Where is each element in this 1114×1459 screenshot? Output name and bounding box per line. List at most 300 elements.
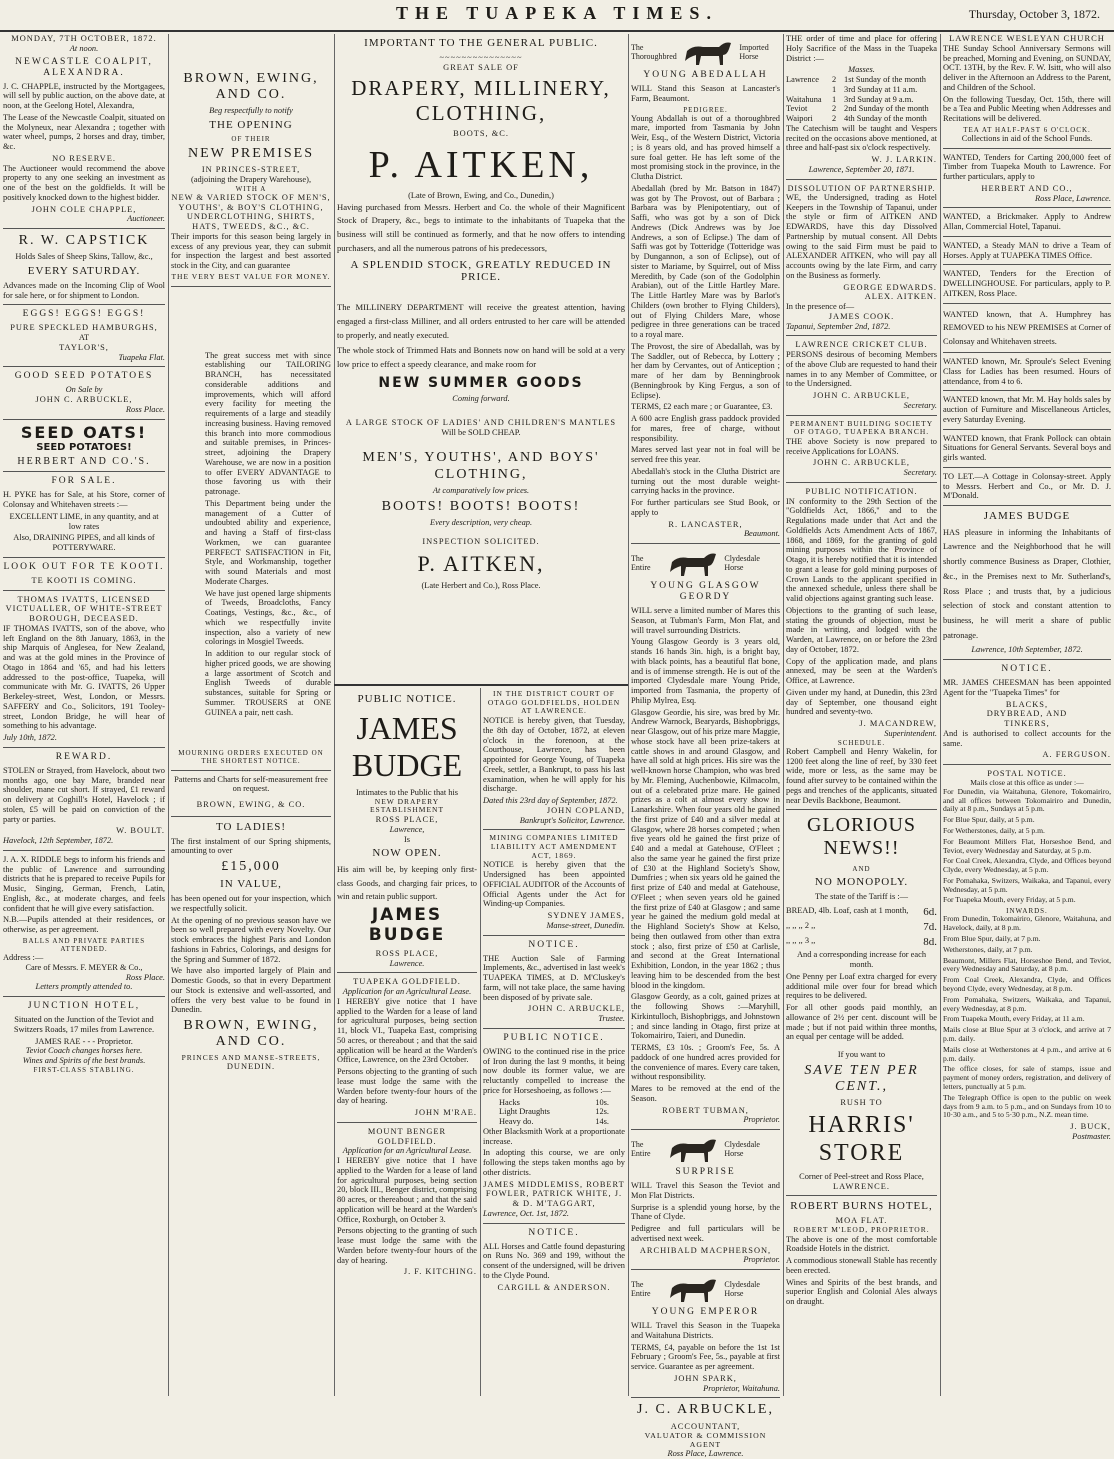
increase: And a corresponding increase for each month. [796,950,927,970]
seed-potatoes-sub: SEED POTATOES! [36,442,132,454]
save-ten-percent: SAVE TEN PER CENT., [804,1062,919,1095]
divider [943,303,1111,304]
mass-number: 2 [832,114,837,123]
column-6 [783,34,940,1396]
robert-mleod: ROBERT M'LEOD, PROPRIETOR. [793,1224,930,1234]
aitken-late-2: (Late Herbert and Co.), Ross Place. [421,580,541,590]
youths-clothing: YOUTHS', & BOY'S CLOTHING, [178,202,324,212]
mass-row [786,75,937,85]
collections: Collections in aid of the School Funds. [961,133,1093,143]
in-coal-creek: From Coal Creek, Alexandra, Clyde, and Offices beyond Clyde, every Wednesday, at 8 p.m. [943,975,1111,993]
horse3-right: Clydesdale Horse [724,1139,760,1159]
inspection-solicited: INSPECTION SOLICITED. [422,537,540,547]
mass-time: 3rd Sunday at 9 a.m. [844,94,914,104]
aitken-name: P. AITKEN, [368,143,594,186]
new-drapery: NEW DRAPERY ESTABLISHMENT [369,796,445,815]
mass-table [786,75,937,124]
divider [3,471,165,472]
bread-row [786,936,937,949]
masthead [0,0,1114,32]
wanted-sproule: WANTED known, Mr. Sproule's Select Evening Class for Ladies has been resumed. Hours of attendance, from 4 to 6. [943,357,1111,386]
colliery-heading: NEWCASTLE COALPIT, ALEXANDRA. [15,56,153,78]
beaumont: Beaumont. [743,529,780,539]
geordy-prizes: Glasgow Geordy, as a colt, gained prizes at the following Shows :—Maryhill, Kirkintulloch, Bishopbriggs, and Johnstown ; and since landing in Otago, first prize at Tokomairiro, Taieri, and Dunedin. [631,992,780,1041]
abdallah-further: For further particulars see Stud Book, or apply to [631,498,780,517]
surprise-description: Surprise is a splendid young horse, by the Thane of Clyde. [631,1202,780,1222]
blacks: BLACKS, [1005,699,1049,709]
teviot-coach: Teviot Coach changes horses here. [25,1046,143,1056]
underclothing: UNDERCLOTHING, SHIRTS, [186,212,316,222]
sold-cheap: Will be SOLD CHEAP. [441,427,521,437]
penny-extra: One Penny per Loaf extra charged for every additional mile over four for bread which requires to be delivered. [786,971,937,1001]
price-value: 14s. [595,1117,609,1127]
jc-arbuckle-heading: J. C. ARBUCKLE, [637,1402,774,1418]
budge-ross-place: ROSS PLACE, [375,815,439,825]
herbert-address: Ross Place, Lawrence. [1035,193,1111,203]
post-tuapeka-mouth: For Tuapeka Mouth, every Friday, at 5 p.m. [943,895,1076,905]
tuapeka-goldfield: TUAPEKA GOLDFIELD. [353,977,461,987]
divider [483,829,625,830]
aitken-advert [334,34,628,684]
no-monopoly: NO MONOPOLY. [814,875,909,888]
mass-row [786,95,937,105]
reward-notice: STOLEN or Strayed, from Havelock, about two months ago, one bay Mare, branded near shoulder, mane cut short. If strayed, £1 reward on delivery at Coghill's Hotel, Havelock ; if stolen, £5 will be paid on conviction of the party or parties. [3,765,165,824]
notice-heading-2: NOTICE. [528,1227,580,1238]
new-stock: NEW & VARIED STOCK OF MEN'S, [171,192,331,202]
lime: EXCELLENT LIME, in any quantity, and at low rates [9,511,159,531]
district-court: IN THE DISTRICT COURT OF OTAGO GOLDFIELDS, HOLDEN AT LAWRENCE. [487,689,621,716]
notification-2: Objections to the granting of such lease, stating the grounds of objection, must be made in writing, and lodged with the Warden, at Lawrence, on or before the 23rd day of October, 1872. [786,605,937,654]
collect-accounts: And is authorised to collect accounts for the same. [943,728,1111,748]
divider [171,770,331,771]
buck: J. BUCK, [1070,1122,1111,1132]
important-heading: IMPORTANT TO THE GENERAL PUBLIC. [364,37,598,49]
cricket-notice: PERSONS desirous of becoming Members of the above Club are requested to hand their names in to any Member of Committee, or to the Undersigned. [786,350,937,389]
notice-heading: NOTICE. [528,939,580,950]
chapple-notice: J. C. CHAPPLE, instructed by the Mortgagees, will sell by public auction, on the above date, at noon, at the Geelong Hotel, Alexandra, [3,81,165,111]
young-glasgow-geordy: YOUNG GLASGOW GEORDY [650,581,761,603]
the-opening: THE OPENING [209,119,293,132]
seed-potatoes-heading: GOOD SEED POTATOES [14,371,154,382]
spark-role: Proprietor, Waitahuna. [703,1383,780,1393]
low-prices: At comparatively low prices. [432,485,530,495]
capstick-advances: Advances made on the Incoming Clip of Wool for sale here, or for shipment to London. [3,280,165,300]
burns-description: The above is one of the most comfortable Roadside Hotels in the district. [786,1234,937,1254]
blank-space [337,404,625,418]
post-blue-spur: For Blue Spur, daily, at 5 p.m. [943,815,1035,825]
tubman-proprietor: Proprietor. [743,1115,780,1125]
mens-clothing: MEN'S, YOUTHS', AND BOYS' CLOTHING, [362,450,600,482]
mass-place: Waitahuna [786,94,822,104]
budge-date: Lawrence, 10th September, 1872. [971,645,1083,655]
macpherson: ARCHIBALD MACPHERSON, [639,1245,772,1255]
pedigree-3: The Provost, the sire of Abedallah, was by The Saddler, out of Rebecca, by Lottery ; her dam by Cervantes, out of Antiception ; mare of her dam by Benningbrook (Benningbrook by King Fergus, a son of Eclipse). [631,341,780,400]
kitching-signature: J. F. KITCHING. [403,1267,477,1277]
capstick-name: R. W. CAPSTICK [18,233,150,249]
hamburghs: PURE SPECKLED HAMBURGHS, [10,323,158,333]
cheesman-notice: MR. JAMES CHEESMAN has been appointed Agent for the "Tuapeka Times" for [943,678,1111,697]
drapery-heading: DRAPERY, MILLINERY, CLOTHING, [351,76,611,125]
column-5 [628,34,783,1459]
macandrew: J. MACANDREW, [859,719,937,729]
adjoining-warehouse: (adjoining the Drapery Warehouse), [190,175,312,185]
postmaster: Postmaster. [1072,1131,1111,1141]
cattle-notice: ALL Horses and Cattle found depasturing on Runs No. 369 and 199, without the consent of the undersigned, will be driven to the Clyde Pound. [483,1241,625,1280]
mrae-notice: I HEREBY give notice that I have applied to the Warden for a lease of land for agricultural purposes, being section 11, block VI., Tuapeka East, comprising 50 acres, or thereabout ; and that the said application will be heard at the Warden's Office, Lawrence, on the 23rd October. [337,996,477,1065]
divider [786,415,937,416]
price-label: Heavy do. [499,1117,534,1127]
advert-rule [334,684,628,686]
presence-of: In the presence of— [786,302,855,312]
at-noon: At noon. [69,43,99,53]
with-a: WITH A [235,184,267,193]
divider [171,286,331,287]
tariff: The state of the Tariff is :— [814,892,909,902]
wanted-brickmaker: WANTED, a Brickmaker. Apply to Andrew Allan, Commercial Hotel, Tapanui. [943,212,1111,232]
tailoring-paragraph: The great success met with since establishing our TAILORING BRANCH, has necessitated considerable additions and improvements, which will afford every facility for meeting the requirements of a large and steadily increasing business. Having removed this branch into more commodious and suitable premises, in Princes-street, adjoining the Drapery Warehouse, we are now in a position to offer EVERY ADVANTAGE to those favoring us with their patronage. [205,350,331,497]
drybread: DRYBREAD, AND [986,709,1068,719]
james-budge-col7: JAMES BUDGE [983,510,1071,523]
dunedin: DUNEDIN. [226,1062,276,1072]
divider [483,1028,625,1029]
aitken-late: (Late of Brown, Ewing, and Co., Dunedin,) [408,190,554,200]
schedule-text: Robert Campbell and Henry Wakelin, for 1200 feet along the line of reef, by 330 feet wide, more or less, as the same may be found after survey to be contained within the pegs and trenches of the applicants, situated near Devils Backbone, Beaumont. [786,746,937,805]
te-kooti-coming: TE KOOTI IS COMING. [31,575,137,585]
wanted-hay: WANTED known, that Mr. M. Hay holds sales by auction of Furniture and Miscellaneous Articles, every Saturday Evening. [943,395,1111,424]
postal-notice: POSTAL NOTICE. [987,769,1067,779]
mass-number: 1 [832,94,837,104]
price-row [499,1117,609,1127]
mount-benger: MOUNT BENGER GOLDFIELD. [367,1126,447,1146]
te-kooti-heading: LOOK OUT FOR TE KOOTI. [3,561,165,572]
divider [943,207,1111,208]
ivatts-notice: IF THOMAS IVATTS, son of the above, who left England on the 8th January, 1863, in the ship Marquis of Anglesea, for New Zealand, and was at the gold mines in the Province of Otago in 1864 and '65, and had his letters addressed to the post-office, Tuapeka, will communicate with Mr. G. IVATTS, 26 Upper Berkeley-street, West, London, or Messrs. SAFFERY and Co., Solicitors, 191 Tooley-street, London Bridge, he will hear of something to his advantage. [3,623,165,731]
notification-4: Given under my hand, at Dunedin, this 23rd day of September, one thousand eight hundred and seventy-two. [786,687,937,717]
horse1-left: The Thoroughbred [631,42,677,61]
horse-cut-3 [631,1134,780,1164]
cricket-secretary: Secretary. [903,400,937,410]
no-reserve: NO RESERVE. [52,153,116,163]
auction-cancelled: THE Auction Sale of Farming Implements, &c., advertised in last week's TUAPEKA TIMES, at D. M'Cluskey's farm, will not take place, the same having been disposed of by private sale. [483,953,625,1002]
divider [786,482,937,483]
brown-ewing-footer: BROWN, EWING, AND CO. [183,1018,319,1050]
office-closes: The office closes, for sale of stamps, issue and payment of money orders, registration, and delivery of letters, punctually at 5 p.m. [943,1064,1111,1091]
price-label: Hacks [499,1097,520,1107]
divider [943,390,1111,391]
emperor-notice: WILL Travel this Season in the Tuapeka and Waitahuna Districts. [631,1321,780,1340]
building-notice: THE above Society is now prepared to receive Applications for LOANS. [786,436,937,456]
wanted-humphrey: WANTED known, that A. Humphrey has REMOVED to his NEW PREMISES at Corner of Colonsay and Whitehaven streets. [943,309,1111,346]
column-3a [334,690,480,1396]
riddle-notice: J. A. X. RIDDLE begs to inform his friends and the public of Lawrence and surrounding districts that he is prepared to receive Pupils for Music, Singing, German, French, Latin, English, &c., at moderate charges, and feels confident that he will give every satisfaction. [3,854,165,913]
glorious-news: GLORIOUS NEWS!! [806,814,917,860]
sydney-james-addr: Manse-street, Dunedin. [546,920,625,930]
burns-wines: Wines and Spirits of the best brands, and superior English and Colonial Ales always on draught. [786,1277,937,1307]
to-let: TO LET.—A Cottage in Colonsay-street. Apply to Messrs. Herbert and Co., or Mr. D. J. M'Donald. [943,471,1111,501]
masses-label: Masses. [848,65,875,75]
copland: JOHN COPLAND, [546,805,625,815]
address-label: Address :— [3,953,44,963]
first-instalment: The first instalment of our Spring shipments, amounting to over [171,836,331,856]
accountant: ACCOUNTANT, [670,1421,741,1431]
ornament: ~~~~~~~~~~~~~~~ [439,52,523,62]
new-premises: NEW PREMISES [187,146,315,162]
mass-number: 1 [832,84,837,94]
in-tuapeka-mouth: From Tuapeka Mouth, every Friday, at 11 a.m. [943,1014,1085,1024]
in-pomahaka: From Pomahaka, Switzers, Waikaka, and Tapanui, every Wednesday, at 8 p.m. [943,994,1111,1013]
horse-icon [679,37,739,67]
in-value: IN VALUE, [220,878,282,891]
divider [786,179,937,180]
james-budge-2: JAMES BUDGE [368,905,446,946]
wesleyan-church: LAWRENCE WESLEYAN CHURCH [949,33,1105,43]
harris-lawrence: LAWRENCE. [833,1181,890,1191]
beg-notify: Beg respectfully to notify [209,106,293,116]
abdallah-mares: Mares served last year not in foal will be served free this year. [631,445,780,465]
divider [943,148,1111,149]
mass-time: 2nd Sunday of the month [844,104,929,114]
building-society: PERMANENT BUILDING SOCIETY OF OTAGO, TUAPEKA BRANCH. [789,418,934,437]
application-lease-2: Application for an Agricultural Lease. [342,1146,472,1156]
other-work: Other Blacksmith Work at a proportionate increase. [483,1126,625,1146]
public-notification: PUBLIC NOTIFICATION. [805,486,918,496]
issue-date: Thursday, October 3, 1872. [968,7,1100,21]
of-their: OF THEIR [231,134,271,143]
bread-price: 6d. [923,906,937,919]
wanted-dwelling: WANTED, Tenders for the Erection of DWELLINGHOUSE. For particulars, apply to P. AITKEN, Ross Place. [943,269,1111,298]
court-date: Dated this 23rd day of September, 1872. [483,796,618,806]
mass-row [786,114,937,124]
mourning-orders: MOURNING ORDERS EXECUTED ON THE SHORTEST NOTICE. [178,749,324,766]
herbert-co: HERBERT AND CO., [981,183,1073,193]
superintendent: Superintendent. [884,728,937,738]
divider [943,264,1111,265]
divider [943,764,1111,765]
mass-place: Waipori [786,114,813,123]
arbuckle-address: Ross Place, Lawrence. [667,1449,744,1459]
horse2-left: The Entire [631,553,651,573]
column-1 [0,34,168,1396]
pipes: Also, DRAINING PIPES, and all kinds of POTTERYWARE. [13,533,155,553]
mass-time: 1st Sunday of the month [844,75,926,84]
goods-discount: For all other goods paid monthly, an allowance of 2½ per cent. discount will be made ; but if not paid within three months, an equal per centage will be added. [786,1003,937,1042]
budge-announcement: HAS pleasure in informing the Inhabitants of Lawrence and the Neighborhood that he will shortly commence Business as Draper, Clothier, &c., in the Premises next to Mr. Sutherland's, Ross Place ; and trusts that, by a judicious selection of stock and constant attention to business, he will merit a share of public patronage. [943,527,1111,640]
building-arbuckle: JOHN C. ARBUCKLE, [812,458,911,468]
post-coal-creek: For Coal Creek, Alexandra, Clyde, and Offices beyond Clyde, every Wednesday, at 5 p.m. [943,856,1111,875]
blank-space [171,291,331,351]
tea: TEA AT HALF-PAST 6 O'CLOCK. [963,125,1091,134]
surprise-pedigree: Pedigree and full particulars will be advertised next week. [631,1224,780,1243]
aitken-name-2: P. AITKEN, [417,551,545,577]
hats-tweeds: HATS, TWEEDS, &C., &C. [192,222,310,232]
mass-notice: THE order of time and place for offering Holy Sacrifice of the Mass in the Tuapeka District :— [786,34,937,63]
divider [786,809,937,810]
riddle-nb: N.B.—Pupils attended at their residences, or otherwise, as per agreement. [3,915,165,935]
in-princes-street: IN PRINCES-STREET, [201,165,301,175]
valuator: VALUATOR & COMMISSION AGENT [644,1431,767,1450]
bread-label: ,, ,, ,, 3 ,, [786,935,816,945]
dissolution-heading: DISSOLUTION OF PARTNERSHIP. [787,183,936,193]
ross-place-2: Ross Place. [125,972,165,982]
patterns-charts: Patterns and Charts for self-measurement free on request. [174,774,328,794]
divider [943,659,1111,660]
divider [483,935,625,936]
cargill-anderson: CARGILL & ANDERSON. [497,1282,611,1292]
cricket-arbuckle: JOHN C. ARBUCKLE, [812,391,911,401]
faded-header [171,34,331,68]
iron-notice: OWING to the continued rise in the price of Iron during the last 9 months, it being now double its former value, we are reluctantly compelled to increase the price for Horseshoeing, as follows :— [483,1046,625,1095]
tinkers: TINKERS, [1004,719,1050,729]
robert-burns-hotel: ROBERT BURNS HOTEL, [790,1200,933,1213]
horse-icon [664,1134,724,1164]
horse-cut-4 [631,1274,780,1304]
wesleyan-tuesday: On the following Tuesday, Oct. 15th, there will be a Tea and Public Meeting when Addresses and Recitations will be delivered. [943,94,1111,124]
imports-paragraph: Their imports for this season being largely in excess of any previous year, they can submit for inspection the largest and best assorted stock in the City, and can guarantee [171,231,331,271]
mass-number: 2 [832,104,837,114]
larkin: W. J. LARKIN. [871,155,937,164]
brown-ewing-heading: BROWN, EWING, AND CO. [183,71,319,103]
divider [3,590,165,591]
post-dunedin: For Dunedin, via Waitahuna, Glenore, Tokomairiro, and all offices between Tokomairiro and Dunedin, daily at 8 p.m., Sundays at 5 p.m. [943,786,1111,814]
ross-place: Ross Place. [125,404,165,414]
ferguson: A. FERGUSON. [1042,750,1111,760]
telegraph-office: The Telegraph Office is open to the public on week days from 9 a.m. to 5 p.m., and on Sundays from 10 to 10·30 a.m., and 5 to 5·30 p.m., N.Z. mean time. [943,1092,1111,1120]
horse-icon [664,1274,724,1304]
every-saturday: EVERY SATURDAY. [27,265,141,278]
catechism: The Catechism will be taught and Vespers recited on the occasions above mentioned, at three and half-past six o'clock respectively. [786,123,937,153]
spark: JOHN SPARK, [674,1373,737,1383]
at-label: AT [78,333,90,343]
seed-oats-heading: SEED OATS! [20,422,148,442]
price-value: 12s. [595,1107,609,1117]
harris-store: HARRIS' STORE [808,1112,915,1167]
pedigree-2: Abedallah (bred by Mr. Batson in 1847) was got by The Provost, out of Barbara ; Barbara was by Plenipotentiary, out of Saffi, who was got by a son of Dick Andrews (Dick Andrews was by Joe Andrews, a son of Eclipse.) The dam of Saffi was got by Totteridge (Totteridge was by Dungannon, a son of Eclipse), out of sister to Mariame, by Squirrel, out of Miss Meredith, by Cade (son of the Godolphin Arabian), out of the Little Hartley Mare. The Little Hartley Mare was by Barlot's Childers (own brother to Flying Childers), out of Flying Childers Mare, whose pedigree in three generations can be traced to a royal mare. [631,183,780,340]
in-wetherstones: Wetherstones, daily, at 7 p.m. [943,944,1033,954]
tuapeka-flat: Tuapeka Flat. [118,352,165,362]
horseshoe-price-list [483,1098,625,1127]
pedigree: PEDIGREE. [683,105,728,114]
intimates: Intimates to the Public that his [355,787,459,797]
emperor-terms: TERMS, £4, payable on before the 1st 1st February ; Groom's Fee, 5s., payable at first service. Guarantee as per agreement. [631,1342,780,1372]
pyke-notice: H. PYKE has for Sale, at his Store, corner of Colonsay and Whitehaven streets :— [3,490,165,510]
mantles: A LARGE STOCK OF LADIES' AND CHILDREN'S MANTLES [345,417,617,427]
new-summer-goods: NEW SUMMER GOODS [378,374,584,391]
trimmed-hats-paragraph: The whole stock of Trimmed Hats and Bonnets now on hand will be sold at a very low price to effect a speedy clearance, and make room for [337,345,625,370]
eggs-heading: EGGS! EGGS! EGGS! [22,309,146,320]
court-notice: NOTICE is hereby given, that Tuesday, the 8th day of October, 1872, at eleven o'clock in the forenoon, at the Courthouse, Lawrence, has been appointed for George Young, of Tuapeka Creek, settler, a Bankrupt, to pass his last examination, when he will apply for his discharge. [483,716,625,794]
mass-time: 4th Sunday of the month [844,114,927,123]
wanted-pollock: WANTED known, that Frank Pollock can obtain Situations for General Servants. Several boys and girls wanted. [943,433,1111,463]
price-label: Light Draughts [499,1107,550,1117]
price-row [499,1107,609,1117]
amount-value: £15,000 [221,859,281,875]
bread-row [786,921,937,934]
tapanui-date: Tapanui, September 2nd, 1872. [786,321,891,331]
divider [3,850,165,851]
public-notice-2: PUBLIC NOTICE. [503,1032,605,1043]
in-beaumont: Beaumont, Millers Flat, Horseshoe Bend, and Teviot, every Wednesday and Saturday, at 8 p.m. [943,955,1111,974]
notification-1: IN conformity to the 29th Section of the "Goldfields Act, 1866," and to the Regulations made under that Act and the Goldfields Acts Amendment Acts of 1867, 1868, and 1869, for the granting of gold mining purposes within the Province of Otago, it is hereby notified that it is intended to grant a lease for gold mining purposes of Crown Lands to the applicant specified in the annexed schedule, unless there shall be valid objections against granting such lease. [786,496,937,604]
horse4-right: Clydesdale Horse [724,1279,760,1299]
moa-flat: MOA FLAT. [835,1216,888,1226]
george-edwards: GEORGE EDWARDS. [843,282,937,292]
arbuckle-name: JOHN C. ARBUCKLE, [35,395,133,405]
horse-cut-1 [631,37,780,67]
horse2-right: Clydesdale Horse [724,553,760,573]
blacksmiths: JAMES MIDDLEMISS, ROBERT FOWLER, PATRICK WHITE, J. & D. M'TAGGART, [483,1179,625,1209]
boots-boots: BOOTS! BOOTS! BOOTS! [381,498,581,514]
mass-place: Lawrence [786,75,820,84]
divider [337,1122,477,1123]
letters-attended: Letters promptly attended to. [35,982,133,992]
divider [631,1269,780,1270]
divider [3,304,165,305]
geordy-notice: WILL serve a limited number of Mares this Season, at Tubman's Farm, Mon Flat, and will travel surrounding Districts. [631,606,780,635]
junction-location: Situated on the Junction of the Teviot and Switzers Roads, 17 miles from Lawrence. [13,1015,155,1034]
divider [943,236,1111,237]
divider [631,1397,780,1398]
ivatts-date: July 10th, 1872. [3,733,57,743]
post-beaumont: For Beaumont Millers Flat, Horseshoe Bend, and Teviot, every Wednesday and Saturday, at 5 p.m. [943,836,1111,855]
brown-ewing-sig: BROWN, EWING, & CO. [196,800,306,810]
lancaster: R. LANCASTER, [668,519,743,529]
schedule: SCHEDULE. [837,738,886,747]
blank-space [337,437,625,447]
previous-season: At the opening of no previous season have we been so well prepared with every Novelty. Our stock embraces the highest Paris and London fashions in Fabrics, Colorings, and designs for the Spring and Summer of 1872. [171,915,331,964]
bread-table [786,906,937,948]
budge-ross-place-2: ROSS PLACE, [375,948,439,958]
pedigree-1: Young Abdallah is out of a thoroughbred mare, imported from Tasmania by John Weir, Esq., of the Western District, Victoria ; is 8 years old, and has proved himself a sure foal getter. He has left some of the most promising stock in the province, in the Clutha District. [631,113,780,182]
kitching-notice: I HEREBY give notice that I have applied to the Warden for a lease of land for agricultural purposes, being section 20, block III., Benger district, comprising 80 acres, or thereabout ; and that the said application will be heard at the Warden's Office, Roxburgh, on October 3. [337,1156,477,1224]
price-row [499,1098,609,1108]
wanted-man: WANTED, a Steady MAN to drive a Team of Horses. Apply at TUAPEKA TIMES Office. [943,240,1111,260]
budge-aim: His aim will be, by keeping only first-class Goods, and charging fair prices, to win and retain public support. [337,865,477,901]
james-cook: JAMES COOK. [828,311,895,321]
wesleyan-notice: THE Sunday School Anniversary Sermons will be preached, Morning and Evening, on SUNDAY, OCT. 13TH, by the Rev. F. W. Isitt, who will also deliver in the Afternoon an Address to the Parent, and Children of the School. [943,43,1111,92]
junction-wines: Wines and Spirits of the best brands. [22,1056,146,1066]
coming-forward: Coming forward. [452,394,510,404]
geordy-removed: Mares to be removed at the end of the Season. [631,1084,780,1103]
bread-price: 7d. [923,920,937,933]
copland-role: Bankrupt's Solicitor, Lawrence. [519,815,625,825]
james-budge-heading: JAMES BUDGE [351,709,463,783]
regular-stock-paragraph: In addition to our regular stock of higher priced goods, we are showing a large assortment of Scotch and English Tweeds of durable substances, suitable for Spring or Summer. TROUSERS at ONE GUINEA a pair, nett cash. [205,649,331,717]
bread-label: BREAD, 4lb. Loaf, cash at 1 month, [786,906,909,916]
boots-etc: BOOTS, &C. [453,128,509,138]
bread-price: 8d. [923,935,937,948]
sydney-james: SYDNEY JAMES, [547,911,625,921]
mass-row [786,104,937,114]
geordy-description: Young Glasgow Geordy is 3 years old, stands 16 hands 3in. high, is a bright bay, with black points, has a beautiful flat bone, and is of immense strength. He is out of the imported Clydesdale mare Young Pride, imported from Tasmania, the property of Philip Mylrea, Esq. [631,637,780,705]
divider [3,747,165,748]
newspaper-title: THE TUAPEKA TIMES. [396,3,718,23]
is-label: Is [403,834,411,844]
blacksmith-date: Lawrence, Oct. 1st, 1872. [483,1208,569,1218]
chapple-lease: The Lease of the Newcastle Coalpit, situated on the Molyneux, near Alexandra ; together with water wheel, pumps, 2 horses and dray, timber, &c. [3,112,165,152]
princes-manse: PRINCES AND MANSE-STREETS, [181,1052,321,1062]
horse1-right: Imported Horse [739,42,769,61]
imported-goods: We have also imported largely of Plain and Domestic Goods, so that in every Department our Stock is extensive and well-assorted, and offers the very best value to be found in Dunedin. [171,966,331,1015]
divider [631,1129,780,1130]
application-lease: Application for an Agricultural Lease. [342,987,472,997]
herbert-name: HERBERT AND CO.'S. [17,455,151,467]
divider [3,996,165,997]
blank-space [171,719,331,749]
abdallah-notice: WILL Stand this Season at Lancaster's Farm, Beaumont. [631,84,780,103]
bread-row [786,906,937,919]
abdallah-stock: Abedallah's stock in the Clutha District are turning out the most durable weight-carrying hacks in the province. [631,466,780,496]
boult-signature: W. BOULT. [116,826,165,836]
